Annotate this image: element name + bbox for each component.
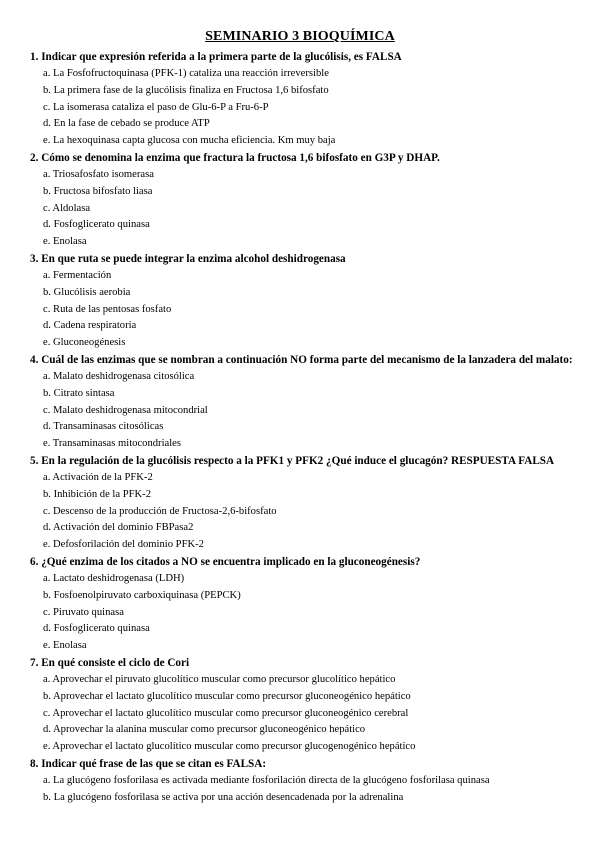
- question-text: 1. Indicar que expresión referida a la primera parte de la glucólisis, es FALSA: [30, 51, 402, 63]
- option-e: e. Enolasa: [43, 640, 87, 652]
- option-a: a. Activación de la PFK-2: [43, 471, 153, 483]
- option-a: a. Aprovechar el piruvato glucolítico muscular como precursor glucolítico hepático: [43, 673, 396, 685]
- question-text: 7. En qué consiste el ciclo de Cori: [30, 656, 190, 669]
- option-b: b. Fructosa bifosfato liasa: [43, 185, 153, 197]
- option-a: a. Triosafosfato isomerasa: [43, 168, 154, 180]
- option-e: e. Defosforilación del dominio PFK-2: [43, 539, 204, 551]
- option-c: c. Aldolasa: [43, 202, 91, 214]
- option-d: d. Fosfoglicerato quinasa: [43, 219, 150, 231]
- question-4: [30, 352, 590, 453]
- question-3: [30, 251, 590, 352]
- option-d: d. Transaminasas citosólicas: [43, 421, 164, 433]
- question-text: 5. En la regulación de la glucólisis respecto a la PFK1 y PFK2 ¿Qué induce el glucagón? RESPUESTA FALSA: [30, 454, 555, 467]
- option-a: a. Lactato deshidrogenasa (LDH): [43, 572, 185, 584]
- option-d: d. Cadena respiratoria: [43, 320, 137, 332]
- question-6: [30, 554, 590, 655]
- page-title: SEMINARIO 3 BIOQUÍMICA: [205, 29, 395, 44]
- option-a: a. Fermentación: [43, 269, 112, 281]
- option-e: e. Enolasa: [43, 236, 87, 248]
- option-b: b. Glucólisis aerobia: [43, 286, 131, 298]
- option-a: a. La glucógeno fosforilasa es activada mediante fosforilación directa de la glucógeno fosforilasa quinasa: [43, 774, 490, 786]
- question-text: 3. En que ruta se puede integrar la enzima alcohol deshidrogenasa: [30, 252, 346, 265]
- question-text: 4. Cuál de las enzimas que se nombran a continuación NO forma parte del mecanismo de la lanzadera del malato:: [30, 353, 573, 366]
- option-a: a. La Fosfofructoquinasa (PFK-1) cataliza una reacción irreversible: [43, 68, 329, 79]
- question-2: [30, 150, 590, 251]
- question-7: [30, 655, 590, 756]
- question-list: [30, 49, 590, 806]
- question-text: 2. Cómo se denomina la enzima que fractura la fructosa 1,6 bifosfato en G3P y DHAP.: [30, 151, 440, 164]
- option-d: d. Activación del dominio FBPasa2: [43, 522, 194, 534]
- question-text: 8. Indicar qué frase de las que se citan es FALSA:: [30, 757, 267, 770]
- option-d: d. Fosfoglicerato quinasa: [43, 623, 150, 635]
- question-8: [30, 756, 590, 807]
- option-b: b. Citrato sintasa: [43, 387, 115, 399]
- option-b: b. La glucógeno fosforilasa se activa por una acción desencadenada por la adrenalina: [43, 791, 404, 803]
- option-b: b. Aprovechar el lactato glucolítico muscular como precursor gluconeogénico hepático: [43, 690, 411, 702]
- option-d: d. Aprovechar la alanina muscular como precursor gluconeogénico hepático: [43, 724, 366, 736]
- question-text: 6. ¿Qué enzima de los citados a NO se encuentra implicado en la gluconeogénesis?: [30, 555, 421, 568]
- option-c: c. Ruta de las pentosas fosfato: [43, 303, 172, 315]
- option-c: c. Malato deshidrogenasa mitocondrial: [43, 404, 208, 416]
- option-b: b. La primera fase de la glucólisis finaliza en Fructosa 1,6 bifosfato: [43, 84, 329, 96]
- option-a: a. Malato deshidrogenasa citosólica: [43, 370, 195, 382]
- option-c: c. La isomerasa cataliza el paso de Glu-6-P a Fru-6-P: [43, 101, 269, 113]
- option-b: b. Inhibición de la PFK-2: [43, 488, 151, 500]
- question-1: [30, 49, 590, 150]
- option-e: e. Gluconeogénesis: [43, 337, 126, 349]
- question-5: [30, 453, 590, 554]
- option-e: e. Transaminasas mitocondriales: [43, 438, 181, 450]
- option-c: c. Descenso de la producción de Fructosa-2,6-bifosfato: [43, 505, 277, 517]
- option-c: c. Aprovechar el lactato glucolítico muscular como precursor gluconeogénico cerebral: [43, 707, 409, 719]
- option-b: b. Fosfoenolpiruvato carboxiquinasa (PEPCK): [43, 589, 241, 601]
- option-e: e. Aprovechar el lactato glucolítico muscular como precursor glucogenogénico hepático: [43, 741, 416, 753]
- option-c: c. Piruvato quinasa: [43, 606, 124, 618]
- option-e: e. La hexoquinasa capta glucosa con mucha eficiencia. Km muy baja: [43, 135, 336, 147]
- option-d: d. En la fase de cebado se produce ATP: [43, 118, 210, 130]
